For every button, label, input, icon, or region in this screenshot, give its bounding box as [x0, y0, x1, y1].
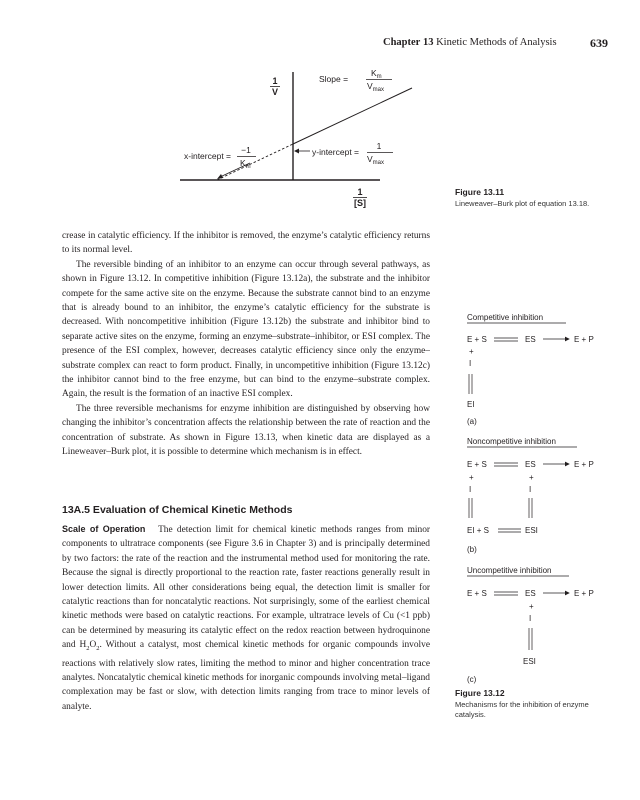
x-intercept-den: $K_m$ — [240, 158, 251, 170]
paragraph-1: crease in catalytic efficiency. If the inhibitor is removed, the enzyme’s catalytic efficiency returns to its normal level. — [62, 231, 430, 256]
running-header — [383, 37, 608, 53]
slope-num: $K_m$ — [371, 68, 382, 80]
chapter-label: Chapter — [383, 37, 421, 48]
noncompetitive-i-left: I — [469, 485, 472, 494]
uncompetitive-title: Uncompetitive inhibition — [467, 566, 552, 575]
uncompetitive-esi: ESI — [523, 657, 536, 666]
lineweaver-burk-plot — [160, 60, 460, 220]
uncompetitive-plus: + — [529, 602, 534, 611]
caption-title: Figure 13.12 — [455, 688, 505, 698]
caption-text: Lineweaver–Burk plot of equation 13.18. — [455, 199, 590, 208]
label-b: (b) — [467, 545, 477, 554]
paragraph-3: The three reversible mechanisms for enzyme inhibition are distinguished by observing how changing the inhibitor’s concentration affects the relationship between the rate of reaction and the concentration of substrate. As shown in Figure 13.13, when kinetic data are displayed as a Lineweaver–Burk plot, it is possible to determine which mechanism is in effect. — [62, 403, 430, 458]
noncompetitive-es: ES — [525, 460, 536, 469]
noncompetitive-esi: ESI — [525, 526, 538, 535]
noncompetitive-plus-left: + — [469, 473, 474, 482]
section-heading: 13A.5 Evaluation of Chemical Kinetic Methods — [62, 504, 293, 516]
uncompetitive-e-plus-p: E + P — [574, 589, 594, 598]
figure-13-11-caption — [455, 187, 615, 209]
x-axis-label-num: 1 — [357, 187, 363, 197]
y-intercept-num: 1 — [376, 141, 382, 151]
page-number: 639 — [590, 36, 608, 50]
chapter-title: Kinetic Methods of Analysis — [436, 37, 557, 48]
label-a: (a) — [467, 417, 477, 426]
competitive-e-plus-s: E + S — [467, 335, 487, 344]
figure-13-12-caption — [455, 688, 620, 720]
body-text-lower — [62, 522, 430, 714]
paragraph-4 — [62, 522, 430, 714]
run-in-heading: Scale of Operation — [62, 524, 146, 534]
noncompetitive-e-plus-p: E + P — [574, 460, 594, 469]
h2o2-sub-2: 2 — [96, 645, 100, 653]
h2o2-o: O — [89, 640, 97, 651]
competitive-ei: EI — [467, 400, 475, 409]
body-text-upper — [62, 229, 430, 460]
competitive-e-plus-p: E + P — [574, 335, 594, 344]
competitive-i: I — [469, 359, 472, 368]
paragraph-4-part-b: . Without a catalyst, most chemical kinetic methods for organic compounds involve reactions with relatively slow rates, limiting the method to minor and higher concentration trace analytes. Noncatalytic chemical kinetic methods for inorganic compounds involving metal–ligand complexation may be fast or slow, with detection limits ranging from trace to minor levels of analyte. — [62, 640, 430, 712]
paragraph-4-part-a: The detection limit for chemical kinetic methods ranges from minor components to ultratrace components (see Figure 3.6 in Chapter 3) and is principally determined by two factors: the rate of the reaction and the instrumental method used for monitoring the rate. Because the signal is directly proportional to the reaction rate, faster reactions generally result in lower detection limits. All other considerations being equal, the detection limit is smaller for catalytic reactions than for noncatalytic reactions. Not surprisingly, some of the earliest chemical kinetic methods were based on catalytic reactions. For example, ultratrace levels of Cu (<1 ppb) can be determined by measuring its catalytic effect on the redox reaction between hydroquinone and H — [62, 525, 431, 651]
h2o2-sub-1: 2 — [86, 645, 90, 653]
competitive-plus: + — [469, 347, 474, 356]
competitive-es: ES — [525, 335, 536, 344]
y-intercept-den: $V_{max}$ — [367, 154, 385, 166]
x-intercept-label: x-intercept = — [184, 151, 232, 161]
uncompetitive-e-plus-s: E + S — [467, 589, 487, 598]
inhibition-mechanisms-figure — [455, 230, 625, 700]
y-axis-label-den: V — [271, 87, 279, 97]
y-intercept-label: y-intercept = — [312, 147, 360, 157]
chapter-number: 13 — [422, 37, 434, 48]
x-intercept-arrowhead — [217, 174, 223, 179]
label-c: (c) — [467, 675, 477, 684]
plot-line — [293, 88, 412, 144]
y-intercept-arrowhead — [294, 149, 299, 154]
uncompetitive-es: ES — [525, 589, 536, 598]
y-axis-label-num: 1 — [272, 76, 278, 86]
caption-text: Mechanisms for the inhibition of enzyme catalysis. — [455, 700, 589, 719]
noncompetitive-e-plus-s: E + S — [467, 460, 487, 469]
extrapolation-line — [217, 144, 293, 180]
noncompetitive-ei-plus-s: EI + S — [467, 526, 490, 535]
x-intercept-num: −1 — [241, 145, 251, 155]
caption-title: Figure 13.11 — [455, 187, 505, 197]
slope-label: Slope = — [319, 74, 349, 84]
noncompetitive-plus-right: + — [529, 473, 534, 482]
competitive-title: Competitive inhibition — [467, 313, 544, 322]
x-axis-label-den: [S] — [354, 198, 366, 208]
slope-den: $V_{max}$ — [367, 81, 385, 93]
paragraph-2: The reversible binding of an inhibitor to an enzyme can occur through several pathways, as shown in Figure 13.12. In competitive inhibition (Figure 13.12a), the substrate and the inhibitor compete for the same active site on the enzyme. Because the substrate cannot bind to an enzyme that is already bound to an inhibitor, the enzyme’s catalytic efficiency for the substrate is decreased. With noncompetitive inhibition (Figure 13.12b) the substrate and inhibitor bind to separate active sites on the enzyme, forming an enzyme–substrate–inhibitor, or ESI complex. The presence of the ESI complex, however, decreases catalytic efficiency since only the enzyme–substrate complex can react to form product. Finally, in uncompetitive inhibition (Figure 13.12c) the inhibitor cannot bind to the free enzyme, but can bind to the enzyme–substrate complex. Again, the result is the formation of an inactive ESI complex. — [62, 259, 430, 400]
noncompetitive-title: Noncompetitive inhibition — [467, 437, 556, 446]
uncompetitive-i: I — [529, 614, 532, 623]
noncompetitive-i-right: I — [529, 485, 532, 494]
